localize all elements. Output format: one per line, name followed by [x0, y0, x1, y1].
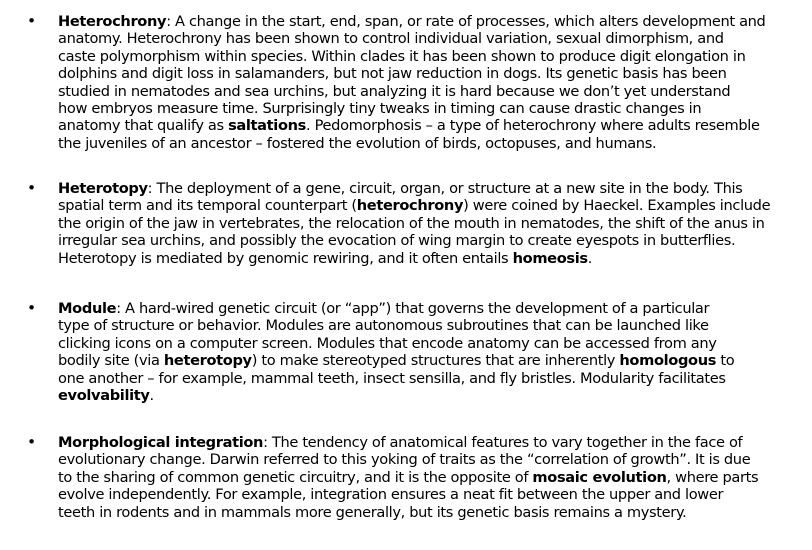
- text-line: [58, 83, 802, 100]
- text-run: .: [149, 387, 154, 405]
- bullet-icon: •: [27, 12, 37, 30]
- text-line: [58, 135, 802, 152]
- bold-term: Heterotopy: [58, 180, 148, 197]
- bullet-icon: •: [27, 299, 37, 317]
- entry-text: [58, 180, 802, 267]
- text-line: [58, 469, 802, 486]
- text-run: : The deployment of a gene, circuit, organ, or structure at a new site in the body. This: [147, 180, 743, 197]
- text-run: clicking icons on a computer screen. Modules that encode anatomy can be accessed from any: [58, 334, 717, 352]
- bold-term: homologous: [619, 352, 717, 370]
- entry-text: [58, 300, 802, 404]
- bullet-icon: •: [27, 179, 37, 197]
- text-run: the origin of the jaw in vertebrates, the relocation of the mouth in nematodes, the shift of the anus in: [58, 214, 765, 232]
- text-run: type of structure or behavior. Modules are autonomous subroutines that can be launched like: [58, 317, 709, 335]
- text-run: spatial term and its temporal counterpart (: [58, 197, 357, 215]
- text-line: [58, 335, 802, 352]
- text-line: [58, 300, 802, 317]
- text-line: [58, 13, 802, 30]
- text-line: [58, 180, 802, 197]
- text-run: caste polymorphism within species. Within clades it has been shown to produce digit elongation in: [58, 47, 746, 65]
- text-line: [58, 197, 802, 214]
- bold-term: evolvability: [58, 387, 150, 405]
- text-line: [58, 370, 802, 387]
- text-run: anatomy. Heterochrony has been shown to control individual variation, sexual dimorphism, and: [58, 30, 724, 48]
- text-run: bodily site (via: [58, 352, 164, 370]
- bullet-icon: •: [27, 433, 37, 451]
- text-run: evolve independently. For example, integration ensures a neat fit between the upper and lower: [58, 486, 724, 504]
- text-run: evolutionary change. Darwin referred to this yoking of traits as the “correlation of growth”. It is due: [58, 451, 751, 469]
- text-line: [58, 486, 802, 503]
- text-run: : A hard-wired genetic circuit (or “app”) that governs the development of a particular: [116, 300, 710, 317]
- text-run: ) to make stereotyped structures that are inherently: [251, 352, 620, 370]
- text-line: [58, 250, 802, 267]
- bold-term: Morphological integration: [58, 434, 264, 451]
- bold-term: homeosis: [512, 249, 588, 267]
- text-run: the juveniles of an ancestor – fostered the evolution of birds, octopuses, and humans.: [58, 134, 657, 152]
- text-line: [58, 352, 802, 369]
- bold-term: heterotopy: [163, 352, 252, 370]
- text-run: .: [587, 249, 593, 267]
- text-line: [58, 232, 802, 249]
- text-run: : The tendency of anatomical features to vary together in the face of: [263, 434, 743, 451]
- bold-term: Heterochrony: [58, 13, 167, 30]
- entry-text: [58, 13, 802, 152]
- text-run: ) were coined by Haeckel. Examples include: [463, 197, 771, 215]
- bold-term: mosaic evolution: [532, 468, 667, 486]
- bold-term: saltations: [228, 117, 307, 135]
- text-line: [58, 100, 802, 117]
- text-line: [58, 215, 802, 232]
- text-run: irregular sea urchins, and possibly the evocation of wing margin to create eyespots in butterflies.: [58, 232, 736, 250]
- text-run: dolphins and digit loss in salamanders, but not jaw reduction in dogs. Its genetic basis has been: [58, 65, 727, 83]
- text-line: [58, 48, 802, 65]
- text-run: . Pedomorphosis – a type of heterochrony where adults resemble: [306, 117, 760, 135]
- entry-text: [58, 434, 802, 521]
- text-line: [58, 387, 802, 404]
- text-line: [58, 117, 802, 134]
- text-run: Heterotopy is mediated by genomic rewiring, and it often entails: [58, 249, 513, 267]
- bold-term: Module: [58, 300, 117, 317]
- text-run: to: [716, 352, 735, 370]
- text-run: , where parts: [666, 468, 759, 486]
- text-line: [58, 451, 802, 468]
- text-run: : A change in the start, end, span, or rate of processes, which alters development and: [166, 13, 766, 30]
- text-run: anatomy that qualify as: [58, 117, 229, 135]
- text-run: studied in nematodes and sea urchins, but analyzing it is hard because we don’t yet understand: [58, 82, 731, 100]
- text-run: to the sharing of common genetic circuitry, and it is the opposite of: [58, 468, 533, 486]
- text-run: one another – for example, mammal teeth, insect sensilla, and fly bristles. Modularity facilitates: [58, 369, 726, 387]
- text-line: [58, 65, 802, 82]
- text-line: [58, 434, 802, 451]
- text-run: how embryos measure time. Surprisingly tiny tweaks in timing can cause drastic changes in: [58, 100, 702, 118]
- text-line: [58, 504, 802, 521]
- text-line: [58, 317, 802, 334]
- text-line: [58, 30, 802, 47]
- bold-term: heterochrony: [356, 197, 464, 215]
- text-run: teeth in rodents and in mammals more generally, but its genetic basis remains a mystery.: [58, 503, 687, 521]
